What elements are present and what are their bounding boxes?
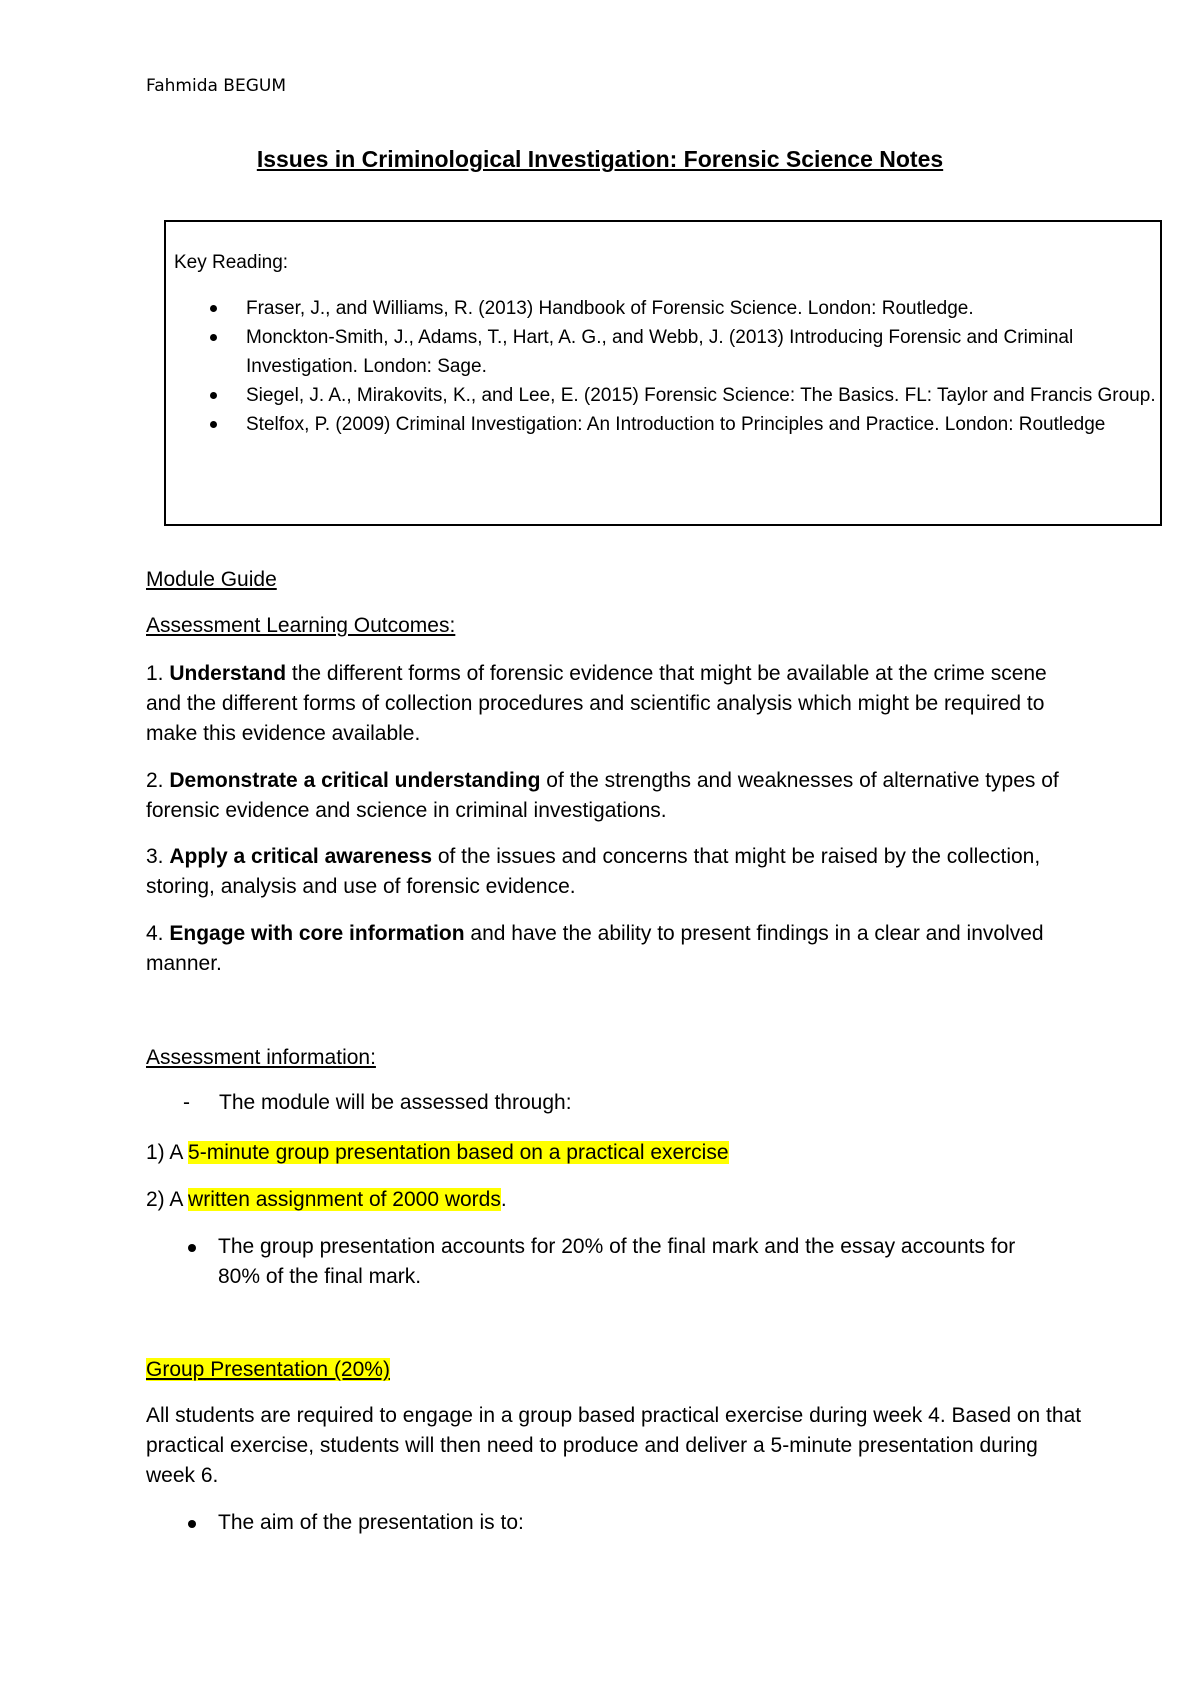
outcome-1 [146, 659, 1086, 749]
group-presentation-body: All students are required to engage in a group based practical exercise during week 4. Based on that practical exercise, students will then need to produce and deliver a 5-minute presentation during week 6. [146, 1404, 1082, 1487]
outcome-keyword: Demonstrate a critical understanding [169, 769, 541, 792]
highlighted-text: 5-minute group presentation based on a practical exercise [188, 1141, 729, 1164]
bullet-text: The group presentation accounts for 20% of the final mark and the essay accounts for 80% of the final mark. [218, 1235, 1016, 1288]
bullet-icon [188, 1244, 196, 1252]
list-item [176, 381, 1156, 410]
list-item [176, 294, 1156, 323]
outcome-text: the different forms of forensic evidence that might be available at the crime scene and the different forms of collection procedures and scientific analysis which might be required to make this evidence available. [146, 662, 1047, 745]
assessment-item-1 [146, 1138, 1086, 1168]
bullet-icon [210, 305, 217, 312]
reference-text: Siegel, J. A., Mirakovits, K., and Lee, E. (2015) Forensic Science: The Basics. FL: Taylor and Francis Group. [246, 385, 1156, 406]
outcome-number: 4. [146, 922, 164, 945]
outcome-number: 3. [146, 845, 164, 868]
outcome-text: of the issues and concerns that might be raised by the collection, storing, analysis and use of forensic evidence. [146, 845, 1041, 898]
outcomes-heading: Assessment Learning Outcomes: [146, 614, 456, 637]
outcome-3 [146, 842, 1086, 902]
outcome-number: 1. [146, 662, 164, 685]
outcome-4 [146, 919, 1086, 979]
bullet-icon [210, 334, 217, 341]
outcome-keyword: Engage with core information [169, 922, 465, 945]
outcome-text: of the strengths and weaknesses of alternative types of forensic evidence and science in criminal investigations. [146, 769, 1059, 822]
bullet-icon [210, 392, 217, 399]
author-header: Fahmida BEGUM [146, 76, 286, 96]
page-title: Issues in Criminological Investigation: Forensic Science Notes [256, 146, 944, 172]
key-reading-label: Key Reading: [174, 252, 289, 273]
assessment-intro-text: The module will be assessed through: [219, 1091, 572, 1114]
module-guide-heading: Module Guide [146, 568, 277, 591]
key-reading-list [176, 294, 1156, 439]
key-reading-box [164, 220, 1162, 526]
reference-text: Monckton-Smith, J., Adams, T., Hart, A. G., and Webb, J. (2013) Introducing Forensic and Criminal Investigation. London: Sage. [246, 327, 1074, 377]
outcome-2 [146, 766, 1086, 826]
dash-marker: - [183, 1091, 190, 1114]
list-item [146, 1232, 1046, 1292]
bullet-icon [210, 421, 217, 428]
outcome-keyword: Understand [169, 662, 287, 685]
outcome-text: and have the ability to present findings in a clear and involved manner. [146, 922, 1044, 975]
bullet-text: The aim of the presentation is to: [218, 1511, 524, 1534]
list-item [176, 323, 1156, 381]
list-item [146, 1508, 1046, 1538]
item-prefix: 2) A [146, 1188, 189, 1211]
list-item [176, 410, 1156, 439]
highlighted-heading: Group Presentation (20%) [146, 1358, 390, 1381]
reference-text: Fraser, J., and Williams, R. (2013) Handbook of Forensic Science. London: Routledge. [246, 298, 974, 319]
reference-text: Stelfox, P. (2009) Criminal Investigation: An Introduction to Principles and Practice. London: Routledge [246, 414, 1106, 435]
assessment-item-2 [146, 1185, 1086, 1215]
assessment-intro [183, 1091, 572, 1115]
item-prefix: 1) A [146, 1141, 189, 1164]
bullet-icon [188, 1520, 196, 1528]
group-presentation-heading [146, 1355, 1086, 1385]
outcome-keyword: Apply a critical awareness [169, 845, 432, 868]
outcome-number: 2. [146, 769, 164, 792]
assessment-heading: Assessment information: [146, 1046, 376, 1069]
highlighted-text: written assignment of 2000 words [188, 1188, 501, 1211]
item-suffix: . [500, 1188, 507, 1211]
